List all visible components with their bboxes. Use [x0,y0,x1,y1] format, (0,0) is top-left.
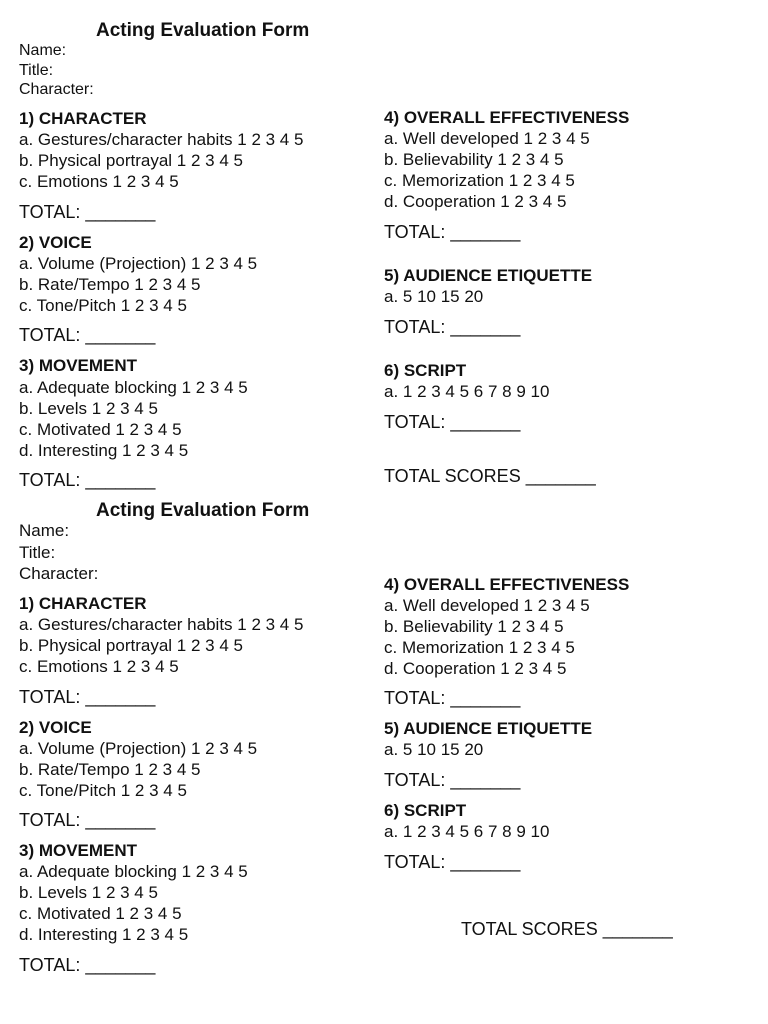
criterion-item: a. Volume (Projection) 1 2 3 4 5 [19,254,258,273]
criterion-item: b. Levels 1 2 3 4 5 [19,883,158,902]
criterion-item: a. Adequate blocking 1 2 3 4 5 [19,862,248,881]
section-heading-character: 1) CHARACTER [19,109,147,128]
criterion-item: a. Well developed 1 2 3 4 5 [384,129,590,148]
criterion-item: c. Memorization 1 2 3 4 5 [384,638,575,657]
section-heading-movement: 3) MOVEMENT [19,841,138,860]
character-label: Character: [19,564,99,583]
form-title: Acting Evaluation Form [96,500,310,521]
criterion-item: b. Levels 1 2 3 4 5 [19,399,158,418]
character-label: Character: [19,81,94,98]
section-heading-voice: 2) VOICE [19,233,92,252]
name-label: Name: [19,42,67,59]
criterion-item: b. Believability 1 2 3 4 5 [384,617,564,636]
total-scores: TOTAL SCORES _______ [461,919,673,939]
criterion-item: a. Gestures/character habits 1 2 3 4 5 [19,615,304,634]
form-title: Acting Evaluation Form [96,20,310,41]
criterion-item: a. 1 2 3 4 5 6 7 8 9 10 [384,382,550,401]
section-heading-movement: 3) MOVEMENT [19,356,138,375]
section-total: TOTAL: _______ [384,317,521,337]
criterion-item: a. 5 10 15 20 [384,287,484,306]
section-total: TOTAL: _______ [384,770,521,790]
criterion-item: a. Well developed 1 2 3 4 5 [384,596,590,615]
criterion-item: a. Adequate blocking 1 2 3 4 5 [19,378,248,397]
section-total: TOTAL: _______ [384,412,521,432]
section-heading-script: 6) SCRIPT [384,801,467,820]
section-heading-character: 1) CHARACTER [19,594,147,613]
section-total: TOTAL: _______ [19,470,156,490]
section-heading-audience-etiquette: 5) AUDIENCE ETIQUETTE [384,719,593,738]
section-heading-voice: 2) VOICE [19,718,92,737]
criterion-item: c. Emotions 1 2 3 4 5 [19,657,179,676]
section-total: TOTAL: _______ [384,688,521,708]
criterion-item: d. Cooperation 1 2 3 4 5 [384,192,567,211]
section-heading-overall-effectiveness: 4) OVERALL EFFECTIVENESS [384,575,630,594]
criterion-item: c. Memorization 1 2 3 4 5 [384,171,575,190]
criterion-item: b. Physical portrayal 1 2 3 4 5 [19,636,243,655]
criterion-item: c. Tone/Pitch 1 2 3 4 5 [19,296,187,315]
criterion-item: c. Motivated 1 2 3 4 5 [19,420,182,439]
section-total: TOTAL: _______ [384,222,521,242]
section-total: TOTAL: _______ [19,325,156,345]
criterion-item: a. Gestures/character habits 1 2 3 4 5 [19,130,304,149]
title-label: Title: [19,62,54,79]
criterion-item: b. Rate/Tempo 1 2 3 4 5 [19,760,201,779]
criterion-item: a. 1 2 3 4 5 6 7 8 9 10 [384,822,550,841]
section-heading-script: 6) SCRIPT [384,361,467,380]
title-label: Title: [19,543,56,562]
criterion-item: a. Volume (Projection) 1 2 3 4 5 [19,739,258,758]
section-total: TOTAL: _______ [384,852,521,872]
section-total: TOTAL: _______ [19,810,156,830]
name-label: Name: [19,521,70,540]
criterion-item: d. Interesting 1 2 3 4 5 [19,441,189,460]
criterion-item: a. 5 10 15 20 [384,740,484,759]
criterion-item: c. Tone/Pitch 1 2 3 4 5 [19,781,187,800]
criterion-item: d. Interesting 1 2 3 4 5 [19,925,189,944]
section-total: TOTAL: _______ [19,955,156,975]
criterion-item: b. Believability 1 2 3 4 5 [384,150,564,169]
section-heading-overall-effectiveness: 4) OVERALL EFFECTIVENESS [384,108,630,127]
criterion-item: c. Emotions 1 2 3 4 5 [19,172,179,191]
criterion-item: b. Physical portrayal 1 2 3 4 5 [19,151,243,170]
criterion-item: b. Rate/Tempo 1 2 3 4 5 [19,275,201,294]
criterion-item: d. Cooperation 1 2 3 4 5 [384,659,567,678]
section-total: TOTAL: _______ [19,687,156,707]
total-scores: TOTAL SCORES _______ [384,466,596,486]
section-total: TOTAL: _______ [19,202,156,222]
criterion-item: c. Motivated 1 2 3 4 5 [19,904,182,923]
section-heading-audience-etiquette: 5) AUDIENCE ETIQUETTE [384,266,593,285]
